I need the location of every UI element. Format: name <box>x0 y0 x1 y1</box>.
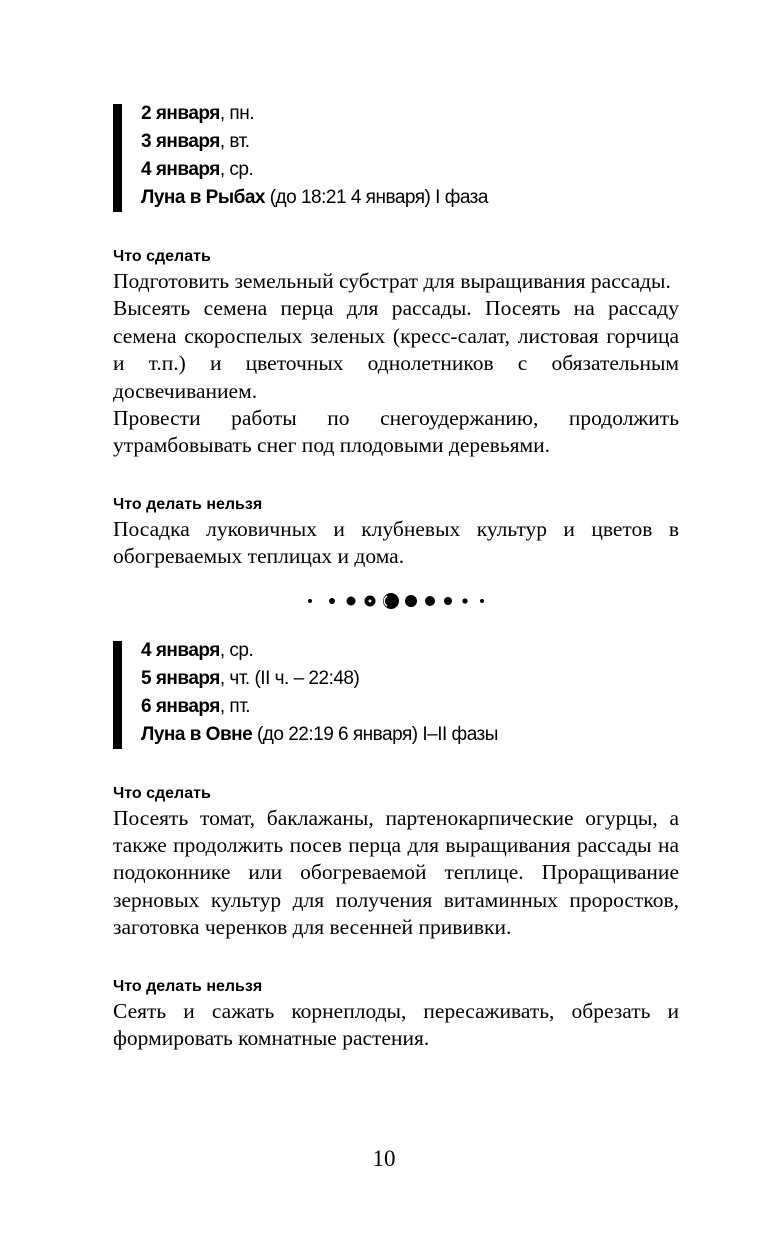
date-line: 3 января, вт. <box>141 131 250 152</box>
paragraph: Высеять семена перца для рассады. Посеять на рассаду семена скороспелых зеленых (кресс-салат, листовая горчица и т.п.) и цветочных однолетников с обязательным досвечиванием. <box>113 296 679 403</box>
date-line: 4 января, ср. <box>141 159 254 180</box>
paragraph: Посеять томат, баклажаны, партенокарпические огурцы, а также продолжить посев перца для выращивания рассады на подоконнике или обогреваемой теплице. Проращивание зерновых культур для получения витаминных проростков, заготовка черенков для весенней прививки. <box>113 805 679 940</box>
paragraph: Провести работы по снегоудержанию, продолжить утрамбовывать снег под плодовыми деревьями. <box>113 406 679 458</box>
section-title-dont: Что делать нельзя <box>113 495 263 513</box>
section-title-dont: Что делать нельзя <box>113 977 263 995</box>
date-block-1 <box>113 100 679 212</box>
section-title-todo: Что сделать <box>113 784 211 802</box>
date-block-bar <box>113 104 122 212</box>
date-line: 2 января, пн. <box>141 103 254 124</box>
moon-phases-icon <box>113 591 679 611</box>
page-content <box>113 100 679 1053</box>
moon-phases-icon <box>306 591 486 611</box>
moon-sign-line: Луна в Рыбах (до 18:21 4 января) I фаза <box>141 187 488 208</box>
date-block-bar <box>113 641 122 749</box>
paragraph: Посадка луковичных и клубневых культур и цветов в обогреваемых теплицах и дома. <box>113 516 679 569</box>
date-line: 6 января, пт. <box>141 695 251 717</box>
paragraph: Подготовить земельный субстрат для выращивания рассады. <box>113 269 671 293</box>
section-title-todo: Что сделать <box>113 248 211 265</box>
moon-sign-line: Луна в Овне (до 22:19 6 января) I–II фазы <box>141 723 498 745</box>
date-line: 4 января, ср. <box>141 639 254 661</box>
page-number: 10 <box>372 1146 396 1171</box>
date-block-2 <box>113 637 679 749</box>
paragraph: Сеять и сажать корнеплоды, пересаживать, обрезать и формировать комнатные растения. <box>113 998 679 1051</box>
date-line: 5 января, чт. (II ч. – 22:48) <box>141 667 360 689</box>
